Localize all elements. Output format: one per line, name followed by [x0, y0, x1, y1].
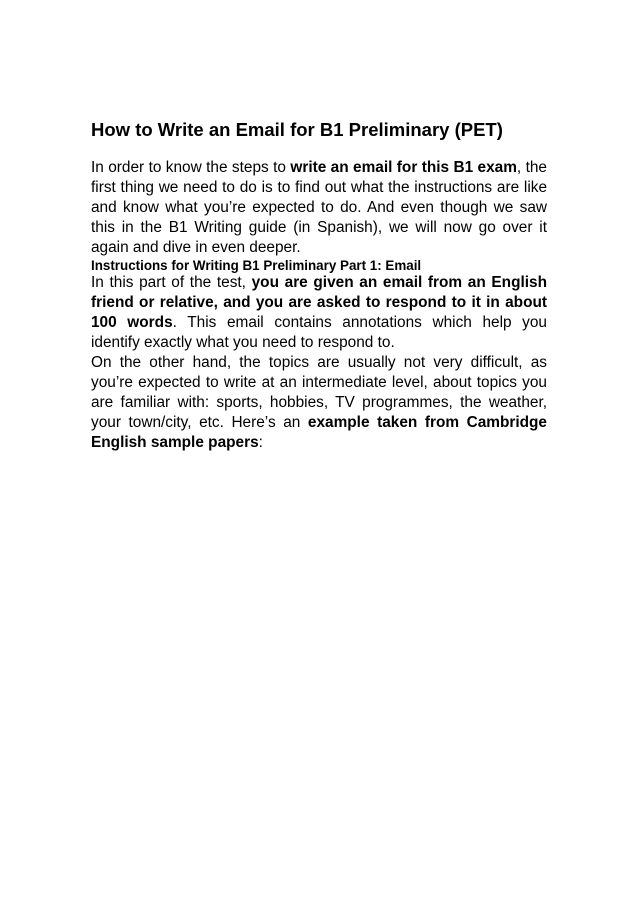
instructions-paragraph: [91, 273, 547, 353]
topics-text-end: :: [258, 434, 263, 451]
instructions-bold-text: you are given an email from an English friend or relative, and you are asked to respond to it in about 100 words: [91, 274, 547, 331]
intro-paragraph: [91, 158, 547, 258]
topics-bold-text: example taken from Cambridge English sample papers: [91, 414, 547, 451]
section-subheading: Instructions for Writing B1 Preliminary Part 1: Email: [91, 258, 422, 273]
topics-text-start: On the other hand, the topics are usually not very difficult, as you’re expected to write at an intermediate level, about topics you are familiar with: sports, hobbies, TV programmes, the weather, your town/city, etc. Here’s an: [91, 354, 547, 431]
instructions-text-start: In this part of the test,: [91, 274, 252, 291]
document-page: [91, 118, 547, 453]
document-title: How to Write an Email for B1 Preliminary (PET): [91, 119, 503, 140]
intro-text-end: , the first thing we need to do is to find out what the instructions are like and know what you’re expected to do. And even though we saw this in the B1 Writing guide (in Spanish), we will now go over it again and dive in even deeper.: [91, 159, 547, 256]
instructions-text-end: . This email contains annotations which help you identify exactly what you need to respond to.: [91, 314, 547, 351]
topics-paragraph: [91, 353, 547, 453]
intro-text-start: In order to know the steps to: [91, 159, 291, 176]
intro-bold-text: write an email for this B1 exam: [290, 159, 517, 176]
